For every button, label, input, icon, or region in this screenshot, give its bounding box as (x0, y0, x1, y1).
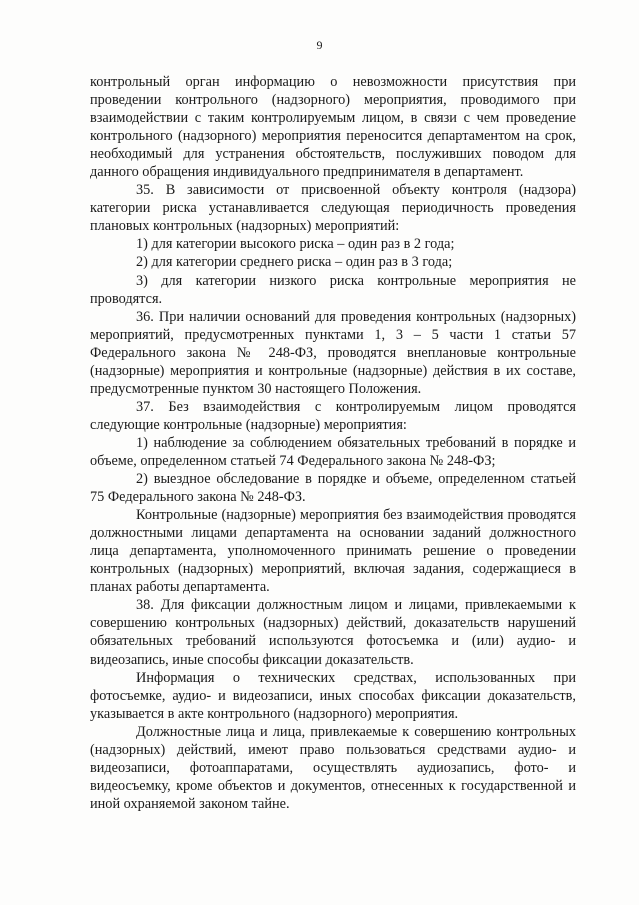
page-number: 9 (316, 38, 323, 52)
paragraph-technical-means: Информация о технических средствах, использованных при фотосъемке, аудио- и видеозаписи, иных способах фиксации доказательств, указывается в акте контрольного (надзорного) мероприятия. (90, 669, 576, 722)
paragraph-officials-rights: Должностные лица и лица, привлекаемые к совершению контрольных (надзорных) действий, имеют право пользоваться средствами аудио- и видеозаписи, фотоаппаратами, осуществлять аудиозапись, фото- и видеосъемку, кроме объектов и документов, отнесенных к государственной и иной охраняемой законом тайне. (90, 723, 576, 812)
list-item-field-survey: 2) выездное обследование в порядке и объеме, определенном статьей 75 Федерального закона № 248-ФЗ. (90, 471, 576, 506)
paragraph-35: 35. В зависимости от присвоенной объекту контроля (надзора) категории риска устанавливается следующая периодичность проведения плановых контрольных (надзорных) мероприятий: (90, 182, 576, 235)
paragraph-no-interaction: Контрольные (надзорные) мероприятия без взаимодействия проводятся должностными лицами департамента на основании заданий должностного лица департамента, уполномоченного принимать решение о проведении контрольных (надзорных) мероприятий, включая задания, содержащиеся в планах работы департамента. (90, 507, 576, 596)
list-item-low-risk: 3) для категории низкого риска контрольные мероприятия не проводятся. (90, 272, 576, 307)
document-body (90, 73, 576, 813)
paragraph-38: 38. Для фиксации должностным лицом и лицами, привлекаемыми к совершению контрольных (надзорных) действий, доказательств нарушений обязательных требований используются фотосъемка и (или) аудио- и видеозапись, иные способы фиксации доказательств. (90, 597, 576, 668)
paragraph-36: 36. При наличии оснований для проведения контрольных (надзорных) мероприятий, предусмотренных пунктами 1, 3 – 5 части 1 статьи 57 Федерального закона № 248-ФЗ, проводятся внеплановые контрольные (надзорные) мероприятия и контрольные (надзорные) действия в их составе, предусмотренные пунктом 30 настоящего Положения. (90, 308, 576, 397)
list-item-observation: 1) наблюдение за соблюдением обязательных требований в порядке и объеме, определенном статьей 74 Федерального закона № 248-ФЗ; (90, 434, 576, 469)
paragraph-continuation: контрольный орган информацию о невозможности присутствия при проведении контрольного (надзорного) мероприятия, проводимого при взаимодействии с таким контролируемым лицом, в связи с чем проведение контрольного (надзорного) мероприятия переносится департаментом на срок, необходимый для устранения обстоятельств, послуживших поводом для данного обращения индивидуального предпринимателя в департамент. (90, 74, 576, 181)
list-item-high-risk: 1) для категории высокого риска – один раз в 2 года; (136, 236, 455, 253)
paragraph-37: 37. Без взаимодействия с контролируемым лицом проводятся следующие контрольные (надзорные) мероприятия: (90, 398, 576, 433)
list-item-medium-risk: 2) для категории среднего риска – один раз в 3 года; (136, 254, 453, 271)
